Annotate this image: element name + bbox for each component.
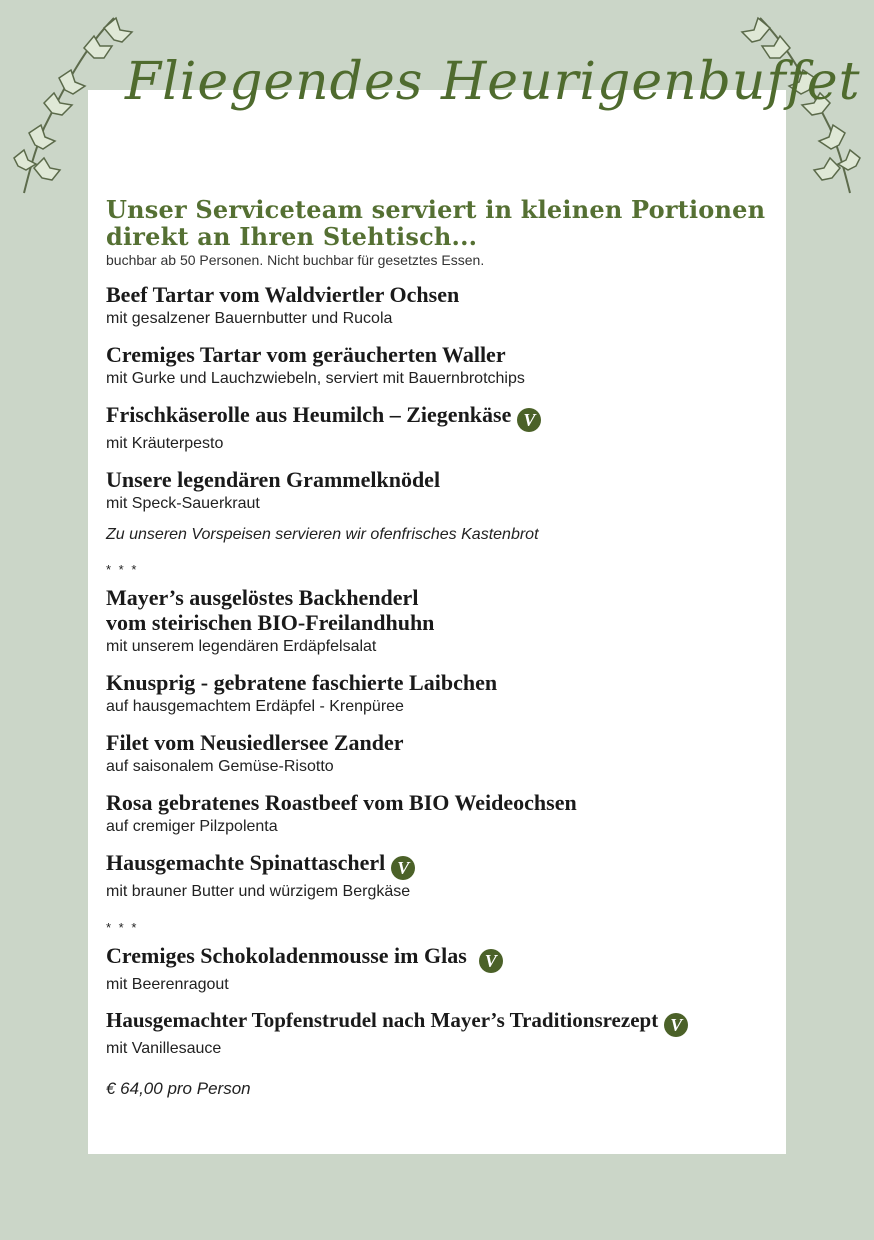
menu-item [106, 790, 766, 837]
menu-item [106, 282, 766, 329]
subtitle-line: Unser Serviceteam serviert in kleinen Portionen [106, 195, 766, 224]
booking-note: buchbar ab 50 Personen. Nicht buchbar für gesetztes Essen. [106, 252, 485, 268]
menu-item-name: Mayer’s ausgelöstes Backhenderl [106, 585, 419, 610]
menu-item [106, 670, 766, 717]
menu-item [106, 850, 766, 902]
ivy-decoration-icon [4, 8, 134, 198]
menu-item-name: Cremiges Tartar vom geräucherten Waller [106, 342, 506, 367]
vegetarian-icon: V [391, 856, 415, 880]
menu-item-name: Beef Tartar vom Waldviertler Ochsen [106, 282, 460, 307]
menu-item-description: mit Gurke und Lauchzwiebeln, serviert mit Bauernbrotchips [106, 370, 525, 387]
menu-item-description: mit Speck-Sauerkraut [106, 495, 260, 512]
menu-item-name-row [106, 402, 766, 432]
menu-item-name: Rosa gebratenes Roastbeef vom BIO Weideochsen [106, 790, 577, 815]
menu-item [106, 342, 766, 389]
menu-item-name-row [106, 850, 766, 880]
menu-item-name-row [106, 943, 766, 973]
menu-item [106, 467, 766, 514]
menu-title: Fliegendes Heurigenbuffet [125, 52, 861, 112]
section-separator: * * * [106, 920, 139, 935]
menu-item [106, 1008, 766, 1059]
menu-item [106, 402, 766, 454]
menu-item-name: Cremiges Schokoladenmousse im Glas [106, 943, 467, 968]
menu-item-description: mit Vanillesauce [106, 1040, 222, 1057]
menu-item-name-row [106, 1008, 766, 1037]
menu-item-name: Hausgemachter Topfenstrudel nach Mayer’s Traditionsrezept [106, 1008, 659, 1032]
menu-item-name: Knusprig - gebratene faschierte Laibchen [106, 670, 498, 695]
price: € 64,00 pro Person [106, 1079, 251, 1098]
menu-item-description: mit Kräuterpesto [106, 435, 224, 452]
vegetarian-icon: V [517, 408, 541, 432]
menu-item-name: Filet vom Neusiedlersee Zander [106, 730, 404, 755]
section-separator: * * * [106, 562, 139, 577]
menu-item-name: Hausgemachte Spinattascherl [106, 850, 386, 875]
vegetarian-icon: V [479, 949, 503, 973]
menu-item-name: Frischkäserolle aus Heumilch – Ziegenkäse [106, 402, 512, 427]
menu-item-description: auf hausgemachtem Erdäpfel - Krenpüree [106, 698, 404, 715]
vegetarian-icon: V [664, 1013, 688, 1037]
menu-item-description: mit Beerenragout [106, 976, 229, 993]
menu-item-description: mit unserem legendären Erdäpfelsalat [106, 638, 377, 655]
starters-note: Zu unseren Vorspeisen servieren wir ofenfrisches Kastenbrot [106, 526, 539, 543]
menu-item-name: Unsere legendären Grammelknödel [106, 467, 441, 492]
menu-item [106, 585, 766, 657]
menu-item-name: vom steirischen BIO-Freilandhuhn [106, 610, 435, 635]
menu-item-description: auf cremiger Pilzpolenta [106, 818, 278, 835]
menu-item-description: mit gesalzener Bauernbutter und Rucola [106, 310, 393, 327]
menu-item [106, 730, 766, 777]
menu-content [106, 196, 766, 1099]
menu-item [106, 943, 766, 995]
menu-item-description: auf saisonalem Gemüse-Risotto [106, 758, 334, 775]
subtitle-line: direkt an Ihren Stehtisch... [106, 222, 478, 251]
menu-item-description: mit brauner Butter und würzigem Bergkäse [106, 883, 411, 900]
